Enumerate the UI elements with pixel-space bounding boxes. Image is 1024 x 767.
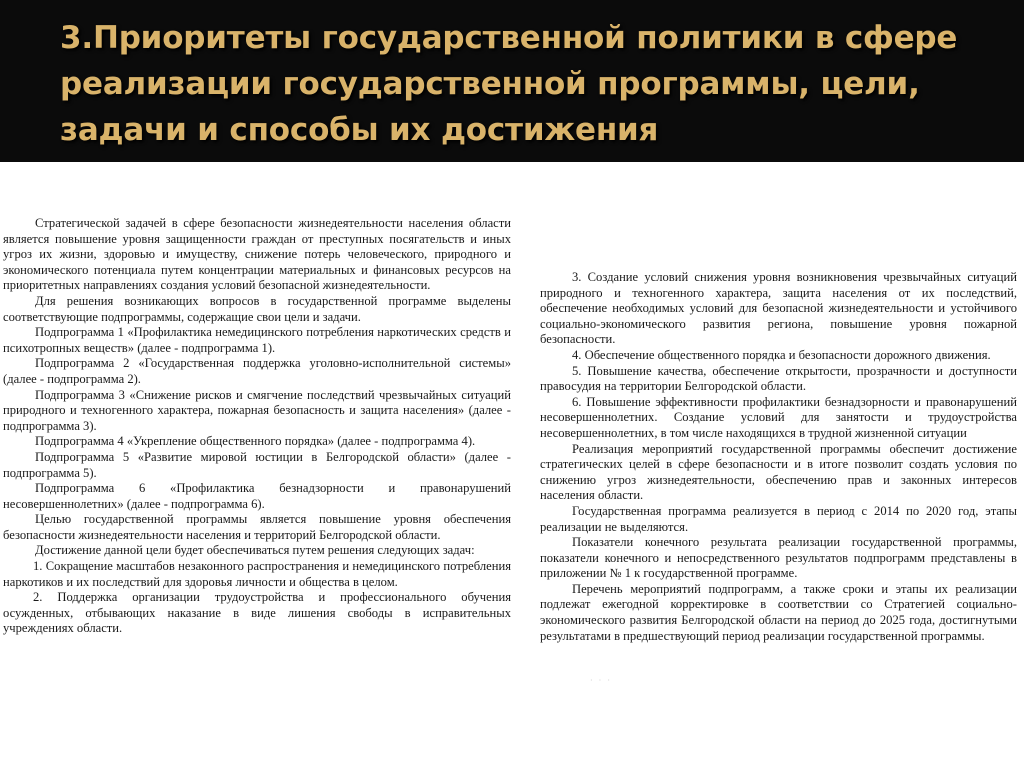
paragraph: Показатели конечного результата реализации государственной программы, показатели конечного и непосредственного результатов подпрограмм представлены в приложении № 1 к государственной программе. <box>540 535 1017 581</box>
left-text-column <box>0 216 511 637</box>
paragraph: Подпрограмма 5 «Развитие мировой юстиции в Белгородской области» (далее - подпрограмма 5). <box>3 449 511 480</box>
paragraph: Целью государственной программы является повышение уровня обеспечения безопасности жизнедеятельности населения и территорий Белгородской области. <box>3 512 511 542</box>
paragraph: Подпрограмма 2 «Государственная поддержка уголовно-исполнительной системы» (далее - подпрограмма 2). <box>3 356 511 386</box>
task-item: 5. Повышение качества, обеспечение открытости, прозрачности и доступности правосудия на территории Белгородской области. <box>540 363 1017 394</box>
paragraph: Достижение данной цели будет обеспечиваться путем решения следующих задач: <box>35 543 475 558</box>
right-text-column <box>540 270 1017 644</box>
scan-artifact: · · · <box>590 676 612 685</box>
task-item: 1. Сокращение масштабов незаконного распространения и немедицинского потребления наркотиков и их последствий для здоровья личности и общества в целом. <box>3 559 511 589</box>
paragraph: Для решения возникающих вопросов в государственной программе выделены соответствующие подпрограммы, содержащие свои цели и задачи. <box>3 293 511 324</box>
task-item: 3. Создание условий снижения уровня возникновения чрезвычайных ситуаций природного и техногенного характера, защита населения от их последствий, обеспечение необходимых условий для безопасной жизнедеятельности и устойчивого социально-экономического развития региона, повышение уровня пожарной безопасности. <box>540 270 1017 347</box>
paragraph: Реализация мероприятий государственной программы обеспечит достижение стратегических целей в сфере безопасности и в итоге позволит создать условия по снижению угроз жизнедеятельности, обеспечению прав и законных интересов населения области. <box>540 441 1017 503</box>
slide-header <box>0 0 1024 162</box>
paragraph: Подпрограмма 6 «Профилактика безнадзорности и правонарушений несовершеннолетних» (далее - подпрограмма 6). <box>3 481 511 511</box>
paragraph: Перечень мероприятий подпрограмм, а также сроки и этапы их реализации подлежат ежегодной корректировке в соответствии со Стратегией социально-экономического развития Белгородской области на период до 2025 года, достигнутыми результатами в предшествующий период реализации государственной программы. <box>540 581 1017 643</box>
document-scan <box>0 168 1024 767</box>
task-item: 2. Поддержка организации трудоустройства и профессионального обучения осужденных, отбывающих наказание в виде лишения свободы в исправительных учреждениях области. <box>3 590 511 636</box>
paragraph: Стратегической задачей в сфере безопасности жизнедеятельности населения области является повышение уровня защищенности граждан от преступных посягательств и иных угроз их жизни, здоровью и имуществу, снижение потерь человеческого, природного и экономического потенциала путем концентрации материальных и финансовых ресурсов на приоритетных направлениях создания условий безопасной жизнедеятельности. <box>3 216 511 293</box>
task-item: 6. Повышение эффективности профилактики безнадзорности и правонарушений несовершеннолетних. Создание условий для занятости и трудоустройства несовершеннолетних, в том числе находящихся в трудной жизненной ситуации <box>540 394 1017 440</box>
paragraph: Государственная программа реализуется в период с 2014 по 2020 год, этапы реализации не выделяются. <box>540 503 1017 534</box>
paragraph: Подпрограмма 1 «Профилактика немедицинского потребления наркотических средств и психотропных веществ» (далее - подпрограмма 1). <box>3 325 511 355</box>
paragraph: Подпрограмма 4 «Укрепление общественного порядка» (далее - подпрограмма 4). <box>35 434 476 449</box>
task-item: 4. Обеспечение общественного порядка и безопасности дорожного движения. <box>572 347 991 362</box>
slide-title: 3.Приоритеты государственной политики в сфере реализации государственной программы, цели, задачи и способы их достижения <box>60 20 958 148</box>
paragraph: Подпрограмма 3 «Снижение рисков и смягчение последствий чрезвычайных ситуаций природного и техногенного характера, пожарная безопасность и защита населения» (далее - подпрограмма 3). <box>3 387 511 433</box>
